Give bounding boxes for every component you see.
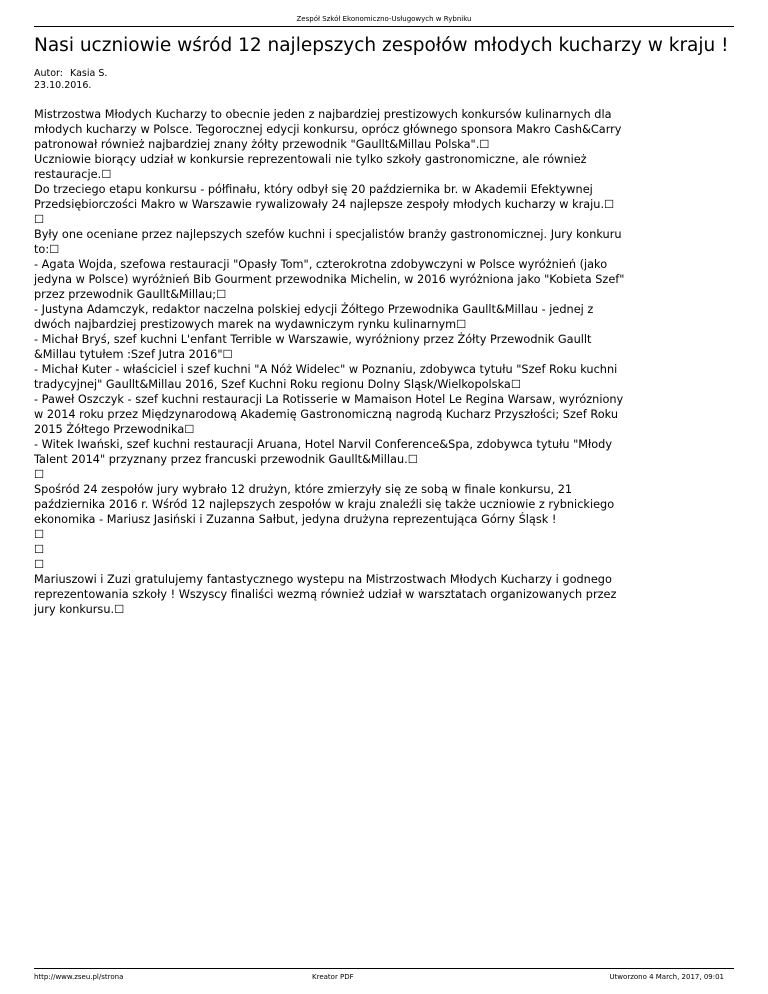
article-title: Nasi uczniowie wśród 12 najlepszych zespołów młodych kucharzy w kraju !: [34, 35, 729, 56]
body-line: ☐: [34, 558, 45, 571]
page-header: Zespół Szkół Ekonomiczno-Usługowych w Rybniku: [296, 15, 472, 23]
body-line: - Witek Iwański, szef kuchni restauracji Aruana, Hotel Narvil Conference&Spa, zdobywca tytułu "Młody: [34, 438, 613, 451]
body-line: ☐: [34, 468, 45, 481]
body-line: Uczniowie biorący udział w konkursie reprezentowali nie tylko szkoły gastronomiczne, ale również: [34, 153, 587, 166]
body-line: - Justyna Adamczyk, redaktor naczelna polskiej edycji Żółtego Przewodnika Gaullt&Millau - jednej z: [34, 303, 594, 316]
footer-generator: Kreator PDF: [312, 973, 354, 981]
body-line: jury konkursu.☐: [34, 603, 125, 616]
body-line: października 2016 r. Wśród 12 najlepszych zespołów w kraju znaleźli się także uczniowie z rybnickiego: [34, 498, 615, 511]
body-line: Przedsiębiorczości Makro w Warszawie rywalizowały 24 najlepsze zespoły młodych kucharzy w kraju.☐: [34, 198, 615, 211]
body-line: Mistrzostwa Młodych Kucharzy to obecnie jeden z najbardziej prestizowych konkursów kulinarnych dla: [34, 108, 612, 121]
footer-divider: [34, 968, 734, 969]
body-line: Spośród 24 zespołów jury wybrało 12 drużyn, które zmierzyły się ze sobą w finale konkursu, 21: [34, 483, 573, 496]
author-name: Kasia S.: [70, 68, 108, 79]
article-body: [34, 107, 738, 617]
body-line: Były one oceniane przez najlepszych szefów kuchni i specjalistów branży gastronomicznej. Jury konkuru: [34, 228, 622, 241]
publish-date: 23.10.2016.: [34, 80, 92, 91]
body-line: w 2014 roku przez Międzynarodową Akademię Gastronomiczną nagrodą Kucharz Przyszłości; Szef Roku: [34, 408, 618, 421]
body-line: tradycyjnej" Gaullt&Millau 2016, Szef Kuchni Roku regionu Dolny Sląsk/Wielkopolska☐: [34, 378, 521, 391]
body-line: patronował również najbardziej znany żółty przewodnik "Gaullt&Millau Polska".☐: [34, 138, 490, 151]
body-line: - Agata Wojda, szefowa restauracji "Opasły Tom", czterokrotna zdobywczyni w Polsce wyróżnień (jako: [34, 258, 608, 271]
author-line: [34, 68, 107, 80]
body-line: &Millau tytułem :Szef Jutra 2016"☐: [34, 348, 233, 361]
body-line: dwóch najbardziej prestizowych marek na wydawniczym rynku kulinarnym☐: [34, 318, 467, 331]
body-line: przez przewodnik Gaullt&Millau;☐: [34, 288, 227, 301]
body-line: ☐: [34, 213, 45, 226]
footer-created: Utworzono 4 March, 2017, 09:01: [609, 973, 724, 981]
body-line: 2015 Żółtego Przewodnika☐: [34, 423, 195, 436]
body-line: restauracje.☐: [34, 168, 112, 181]
author-label: Autor:: [34, 68, 63, 79]
body-line: jedyna w Polsce) wyróżnień Bib Gourment przewodnika Michelin, w 2016 wyróżniona jako "Kobieta Szef": [34, 273, 625, 286]
header-divider: [34, 26, 734, 27]
body-line: Talent 2014" przyznany przez francuski przewodnik Gaullt&Millau.☐: [34, 453, 418, 466]
body-line: to:☐: [34, 243, 60, 256]
page-footer: [34, 972, 734, 984]
body-line: ☐: [34, 528, 45, 541]
article-meta: [34, 68, 107, 92]
body-line: Mariuszowi i Zuzi gratulujemy fantastycznego wystepu na Mistrzostwach Młodych Kucharzy i godnego: [34, 573, 612, 586]
body-line: Do trzeciego etapu konkursu - półfinału, który odbył się 20 października br. w Akademii Efektywnej: [34, 183, 593, 196]
body-line: - Michał Bryś, szef kuchni L'enfant Terrible w Warszawie, wyróżniony przez Żółty Przewodnik Gaullt: [34, 333, 592, 346]
body-line: ☐: [34, 543, 45, 556]
body-line: - Paweł Oszczyk - szef kuchni restauracji La Rotisserie w Mamaison Hotel Le Regina Warsaw, wyrózniony: [34, 393, 624, 406]
body-line: - Michał Kuter - właściciel i szef kuchni "A Nóż Widelec" w Poznaniu, zdobywca tytułu "Szef Roku kuchni: [34, 363, 618, 376]
body-line: młodych kucharzy w Polsce. Tegorocznej edycji konkursu, oprócz głównego sponsora Makro Cash&Carry: [34, 123, 622, 136]
body-line: reprezentowania szkoły ! Wszyscy finaliści wezmą również udział w warsztatach organizowanych przez: [34, 588, 617, 601]
body-line: ekonomika - Mariusz Jasiński i Zuzanna Sałbut, jedyna drużyna reprezentująca Górny Śląsk !: [34, 513, 557, 526]
footer-url: http://www.zseu.pl/strona: [34, 973, 124, 981]
